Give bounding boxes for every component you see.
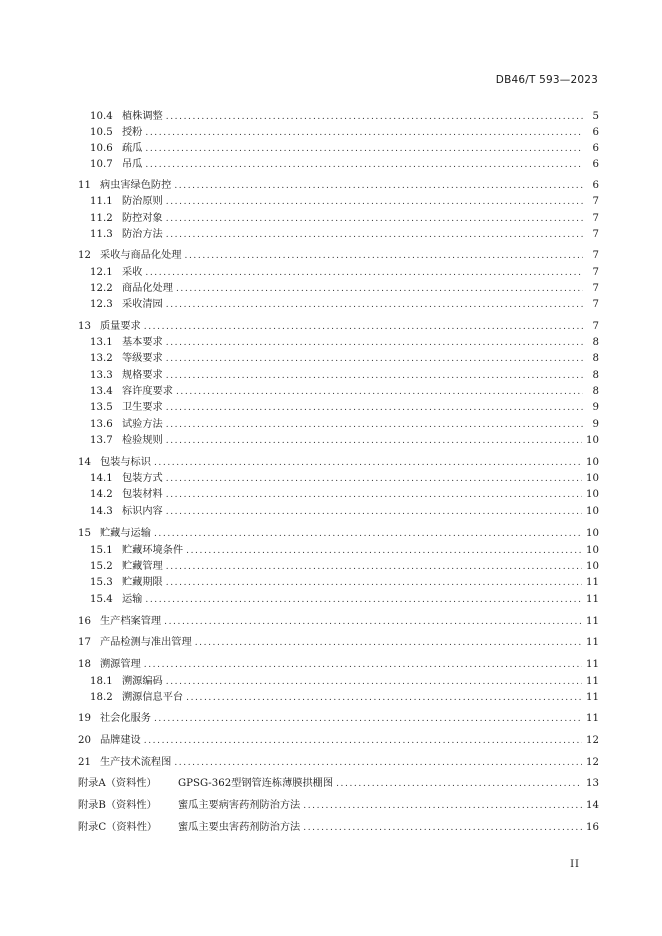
toc-leader-dots xyxy=(166,298,583,312)
toc-leader-dots xyxy=(166,336,583,350)
toc-leader-dots xyxy=(145,126,583,140)
toc-leader-dots xyxy=(195,636,582,650)
toc-entry-number: 12.2 xyxy=(90,283,113,294)
toc-entry-title: 包装与标识 xyxy=(100,457,151,468)
toc-entry-title: 贮藏期限 xyxy=(122,577,163,588)
toc-entry-title: 蜜瓜主要病害药剂防治方法 xyxy=(178,800,301,811)
toc-entry[interactable] xyxy=(78,712,599,726)
toc-entry[interactable] xyxy=(90,110,599,124)
toc-entry[interactable] xyxy=(90,418,599,432)
toc-entry-number: 14.2 xyxy=(90,489,113,500)
toc-entry-page: 11 xyxy=(586,637,599,648)
toc-entry[interactable] xyxy=(90,282,599,296)
toc-entry[interactable] xyxy=(90,158,599,172)
toc-entry[interactable] xyxy=(90,385,599,399)
toc-entry-page: 5 xyxy=(592,111,599,122)
toc-leader-dots xyxy=(166,488,582,502)
toc-entry-page: 10 xyxy=(586,528,599,539)
toc-entry-title: 吊瓜 xyxy=(122,159,143,170)
toc-entry[interactable] xyxy=(90,560,599,574)
toc-entry-page: 11 xyxy=(586,577,599,588)
toc-leader-dots xyxy=(303,821,582,835)
toc-entry-number: 10.5 xyxy=(90,127,113,138)
toc-leader-dots xyxy=(174,756,582,770)
toc-entry-number: 11 xyxy=(78,180,91,191)
toc-entry-page: 10 xyxy=(586,473,599,484)
toc-entry-page: 7 xyxy=(592,213,599,224)
toc-entry-page: 10 xyxy=(586,506,599,517)
toc-entry-page: 6 xyxy=(592,159,599,170)
toc-entry-number: 17 xyxy=(78,637,91,648)
toc-entry[interactable] xyxy=(90,298,599,312)
toc-entry-page: 10 xyxy=(586,435,599,446)
toc-entry[interactable] xyxy=(78,179,599,193)
toc-entry[interactable] xyxy=(90,336,599,350)
toc-entry-number: 14.3 xyxy=(90,506,113,517)
toc-entry-page: 6 xyxy=(592,180,599,191)
toc-leader-dots xyxy=(166,560,582,574)
toc-entry-page: 6 xyxy=(592,127,599,138)
toc-entry-number: 13.7 xyxy=(90,435,113,446)
toc-entry[interactable] xyxy=(78,527,599,541)
toc-entry[interactable] xyxy=(90,126,599,140)
toc-entry[interactable] xyxy=(90,544,599,558)
toc-leader-dots xyxy=(144,734,582,748)
toc-leader-dots xyxy=(166,472,582,486)
toc-entry-page: 11 xyxy=(586,659,599,670)
toc-entry-title: 防控对象 xyxy=(122,213,163,224)
toc-entry[interactable] xyxy=(78,456,599,470)
toc-entry-title: 基本要求 xyxy=(122,337,163,348)
toc-entry-title: 采收清园 xyxy=(122,299,163,310)
toc-entry[interactable] xyxy=(90,228,599,242)
toc-leader-dots xyxy=(176,385,583,399)
toc-entry-title: 溯源管理 xyxy=(100,659,141,670)
toc-entry[interactable] xyxy=(90,266,599,280)
toc-entry[interactable] xyxy=(90,142,599,156)
page-number: II xyxy=(570,859,580,870)
toc-leader-dots xyxy=(166,110,583,124)
toc-entry-page: 7 xyxy=(592,267,599,278)
toc-entry-title: 植株调整 xyxy=(122,111,163,122)
toc-entry-title: 采收与商品化处理 xyxy=(100,250,182,261)
toc-entry-page: 16 xyxy=(586,822,599,833)
toc-entry-title: 贮藏管理 xyxy=(122,561,163,572)
toc-entry[interactable] xyxy=(90,212,599,226)
toc-entry-title: 运输 xyxy=(122,594,143,605)
toc-entry-title: 卫生要求 xyxy=(122,402,163,413)
toc-entry-number: 15.2 xyxy=(90,561,113,572)
toc-entry[interactable] xyxy=(90,505,599,519)
toc-entry[interactable] xyxy=(90,675,599,689)
toc-entry-number: 10.7 xyxy=(90,159,113,170)
toc-entry-page: 7 xyxy=(592,196,599,207)
toc-entry-title: 商品化处理 xyxy=(122,283,173,294)
toc-leader-dots xyxy=(303,799,582,813)
toc-entry-page: 9 xyxy=(592,419,599,430)
toc-entry-title: 防治原则 xyxy=(122,196,163,207)
toc-entry-title: 疏瓜 xyxy=(122,143,143,154)
toc-leader-dots xyxy=(154,456,582,470)
toc-entry-page: 13 xyxy=(586,778,599,789)
toc-entry-number: 11.3 xyxy=(90,229,113,240)
toc-entry-title: 品牌建设 xyxy=(100,735,141,746)
toc-entry-title: 包装方式 xyxy=(122,473,163,484)
toc-entry-title: 授粉 xyxy=(122,127,143,138)
toc-entry-number: 15.4 xyxy=(90,594,113,605)
toc-entry-number: 12.1 xyxy=(90,267,113,278)
toc-leader-dots xyxy=(166,418,583,432)
toc-entry-page: 14 xyxy=(586,800,599,811)
toc-leader-dots xyxy=(176,282,583,296)
toc-entry-page: 11 xyxy=(586,616,599,627)
toc-entry-number: 18 xyxy=(78,659,91,670)
toc-entry-number: 13.2 xyxy=(90,353,113,364)
toc-entry-number: 19 xyxy=(78,713,91,724)
toc-entry[interactable] xyxy=(78,756,599,770)
toc-leader-dots xyxy=(336,777,582,791)
toc-leader-dots xyxy=(145,593,582,607)
toc-entry[interactable] xyxy=(78,799,599,813)
toc-leader-dots xyxy=(145,266,583,280)
toc-leader-dots xyxy=(166,228,583,242)
toc-leader-dots xyxy=(166,195,583,209)
toc-entry-title: 生产档案管理 xyxy=(100,616,162,627)
toc-entry[interactable] xyxy=(78,821,599,835)
toc-entry[interactable] xyxy=(90,352,599,366)
toc-entry-number: 21 xyxy=(78,757,91,768)
toc-entry[interactable] xyxy=(78,734,599,748)
toc-entry-page: 8 xyxy=(592,337,599,348)
toc-entry[interactable] xyxy=(78,658,599,672)
toc-entry-title: GPSG-362型钢管连栋薄膜拱棚图 xyxy=(178,778,334,789)
toc-entry-title: 生产技术流程图 xyxy=(100,757,172,768)
toc-leader-dots xyxy=(186,691,582,705)
toc-entry-page: 9 xyxy=(592,402,599,413)
toc-entry-page: 11 xyxy=(586,713,599,724)
toc-entry-number: 13.6 xyxy=(90,419,113,430)
toc-entry-number: 18.1 xyxy=(90,676,113,687)
toc-entry-number: 10.4 xyxy=(90,111,113,122)
toc-entry-number: 16 xyxy=(78,616,91,627)
toc-entry-number: 13.1 xyxy=(90,337,113,348)
toc-leader-dots xyxy=(154,527,582,541)
toc-entry-number: 18.2 xyxy=(90,692,113,703)
toc-entry-title: 贮藏与运输 xyxy=(100,528,151,539)
toc-leader-dots xyxy=(186,544,582,558)
toc-entry-page: 7 xyxy=(592,229,599,240)
toc-leader-dots xyxy=(185,249,584,263)
toc-leader-dots xyxy=(166,434,582,448)
toc-entry[interactable] xyxy=(78,320,599,334)
toc-entry-number: 15 xyxy=(78,528,91,539)
toc-entry-title: 蜜瓜主要虫害药剂防治方法 xyxy=(178,822,301,833)
toc-entry[interactable] xyxy=(90,576,599,590)
toc-entry-title: 质量要求 xyxy=(100,321,141,332)
toc-entry[interactable] xyxy=(78,615,599,629)
toc-leader-dots xyxy=(144,320,583,334)
toc-entry[interactable] xyxy=(90,434,599,448)
toc-entry-page: 7 xyxy=(592,250,599,261)
toc-leader-dots xyxy=(145,158,583,172)
toc-entry-title: 溯源编码 xyxy=(122,676,163,687)
toc-entry-page: 7 xyxy=(592,299,599,310)
toc-entry-number: 14.1 xyxy=(90,473,113,484)
toc-entry-number: 12 xyxy=(78,250,91,261)
toc-entry[interactable] xyxy=(90,401,599,415)
toc-entry-page: 11 xyxy=(586,692,599,703)
toc-entry-number: 13.3 xyxy=(90,370,113,381)
toc-entry-page: 12 xyxy=(586,735,599,746)
toc-entry-page: 7 xyxy=(592,321,599,332)
toc-leader-dots xyxy=(166,505,582,519)
toc-entry-title: 溯源信息平台 xyxy=(122,692,184,703)
toc-entry-title: 防治方法 xyxy=(122,229,163,240)
toc-leader-dots xyxy=(174,179,583,193)
toc-leader-dots xyxy=(166,675,582,689)
toc-entry-title: 包装材料 xyxy=(122,489,163,500)
toc-entry-page: 8 xyxy=(592,370,599,381)
toc-entry-title: 容许度要求 xyxy=(122,386,173,397)
toc-entry-title: 试验方法 xyxy=(122,419,163,430)
toc-entry-title: 规格要求 xyxy=(122,370,163,381)
toc-leader-dots xyxy=(164,615,582,629)
toc-entry-number: 11.2 xyxy=(90,213,113,224)
toc-entry[interactable] xyxy=(78,636,599,650)
toc-entry-number: 15.1 xyxy=(90,545,113,556)
toc-entry-page: 8 xyxy=(592,353,599,364)
toc-entry-page: 12 xyxy=(586,757,599,768)
toc-entry-number: 15.3 xyxy=(90,577,113,588)
toc-entry-title: 等级要求 xyxy=(122,353,163,364)
toc-leader-dots xyxy=(166,401,583,415)
toc-entry[interactable] xyxy=(90,593,599,607)
toc-entry[interactable] xyxy=(90,369,599,383)
toc-leader-dots xyxy=(145,142,583,156)
toc-entry-title: 社会化服务 xyxy=(100,713,151,724)
toc-entry-page: 10 xyxy=(586,457,599,468)
toc-entry-page: 10 xyxy=(586,489,599,500)
toc-entry-title: 病虫害绿色防控 xyxy=(100,180,172,191)
toc-leader-dots xyxy=(166,352,583,366)
toc-entry[interactable] xyxy=(90,472,599,486)
toc-entry[interactable] xyxy=(90,195,599,209)
toc-entry-title: 贮藏环境条件 xyxy=(122,545,184,556)
toc-entry-page: 8 xyxy=(592,386,599,397)
toc-entry-page: 10 xyxy=(586,561,599,572)
toc-entry-number: 14 xyxy=(78,457,91,468)
toc-entry[interactable] xyxy=(90,691,599,705)
toc-entry-title: 检验规则 xyxy=(122,435,163,446)
toc-entry-number: 12.3 xyxy=(90,299,113,310)
toc-entry-number: 13.4 xyxy=(90,386,113,397)
toc-entry-title: 标识内容 xyxy=(122,506,163,517)
toc-entry-page: 11 xyxy=(586,594,599,605)
toc-leader-dots xyxy=(166,576,582,590)
toc-entry-number: 20 xyxy=(78,735,91,746)
toc-entry-page: 10 xyxy=(586,545,599,556)
toc-entry-number: 附录C（资料性） xyxy=(78,822,158,833)
document-code: DB46/T 593—2023 xyxy=(495,74,598,86)
toc-entry-number: 10.6 xyxy=(90,143,113,154)
toc-leader-dots xyxy=(144,658,582,672)
toc-entry-page: 11 xyxy=(586,676,599,687)
toc-entry-number: 11.1 xyxy=(90,196,113,207)
toc-entry-number: 13.5 xyxy=(90,402,113,413)
toc-entry-number: 附录B（资料性） xyxy=(78,800,157,811)
toc-entry[interactable] xyxy=(78,249,599,263)
toc-entry[interactable] xyxy=(78,777,599,791)
toc-entry-page: 7 xyxy=(592,283,599,294)
toc-entry-page: 6 xyxy=(592,143,599,154)
toc-entry[interactable] xyxy=(90,488,599,502)
toc-entry-title: 采收 xyxy=(122,267,143,278)
toc-entry-number: 13 xyxy=(78,321,91,332)
toc-leader-dots xyxy=(166,212,583,226)
toc-entry-number: 附录A（资料性） xyxy=(78,778,157,789)
toc-entry-title: 产品检测与准出管理 xyxy=(100,637,192,648)
toc-leader-dots xyxy=(154,712,582,726)
toc-leader-dots xyxy=(166,369,583,383)
